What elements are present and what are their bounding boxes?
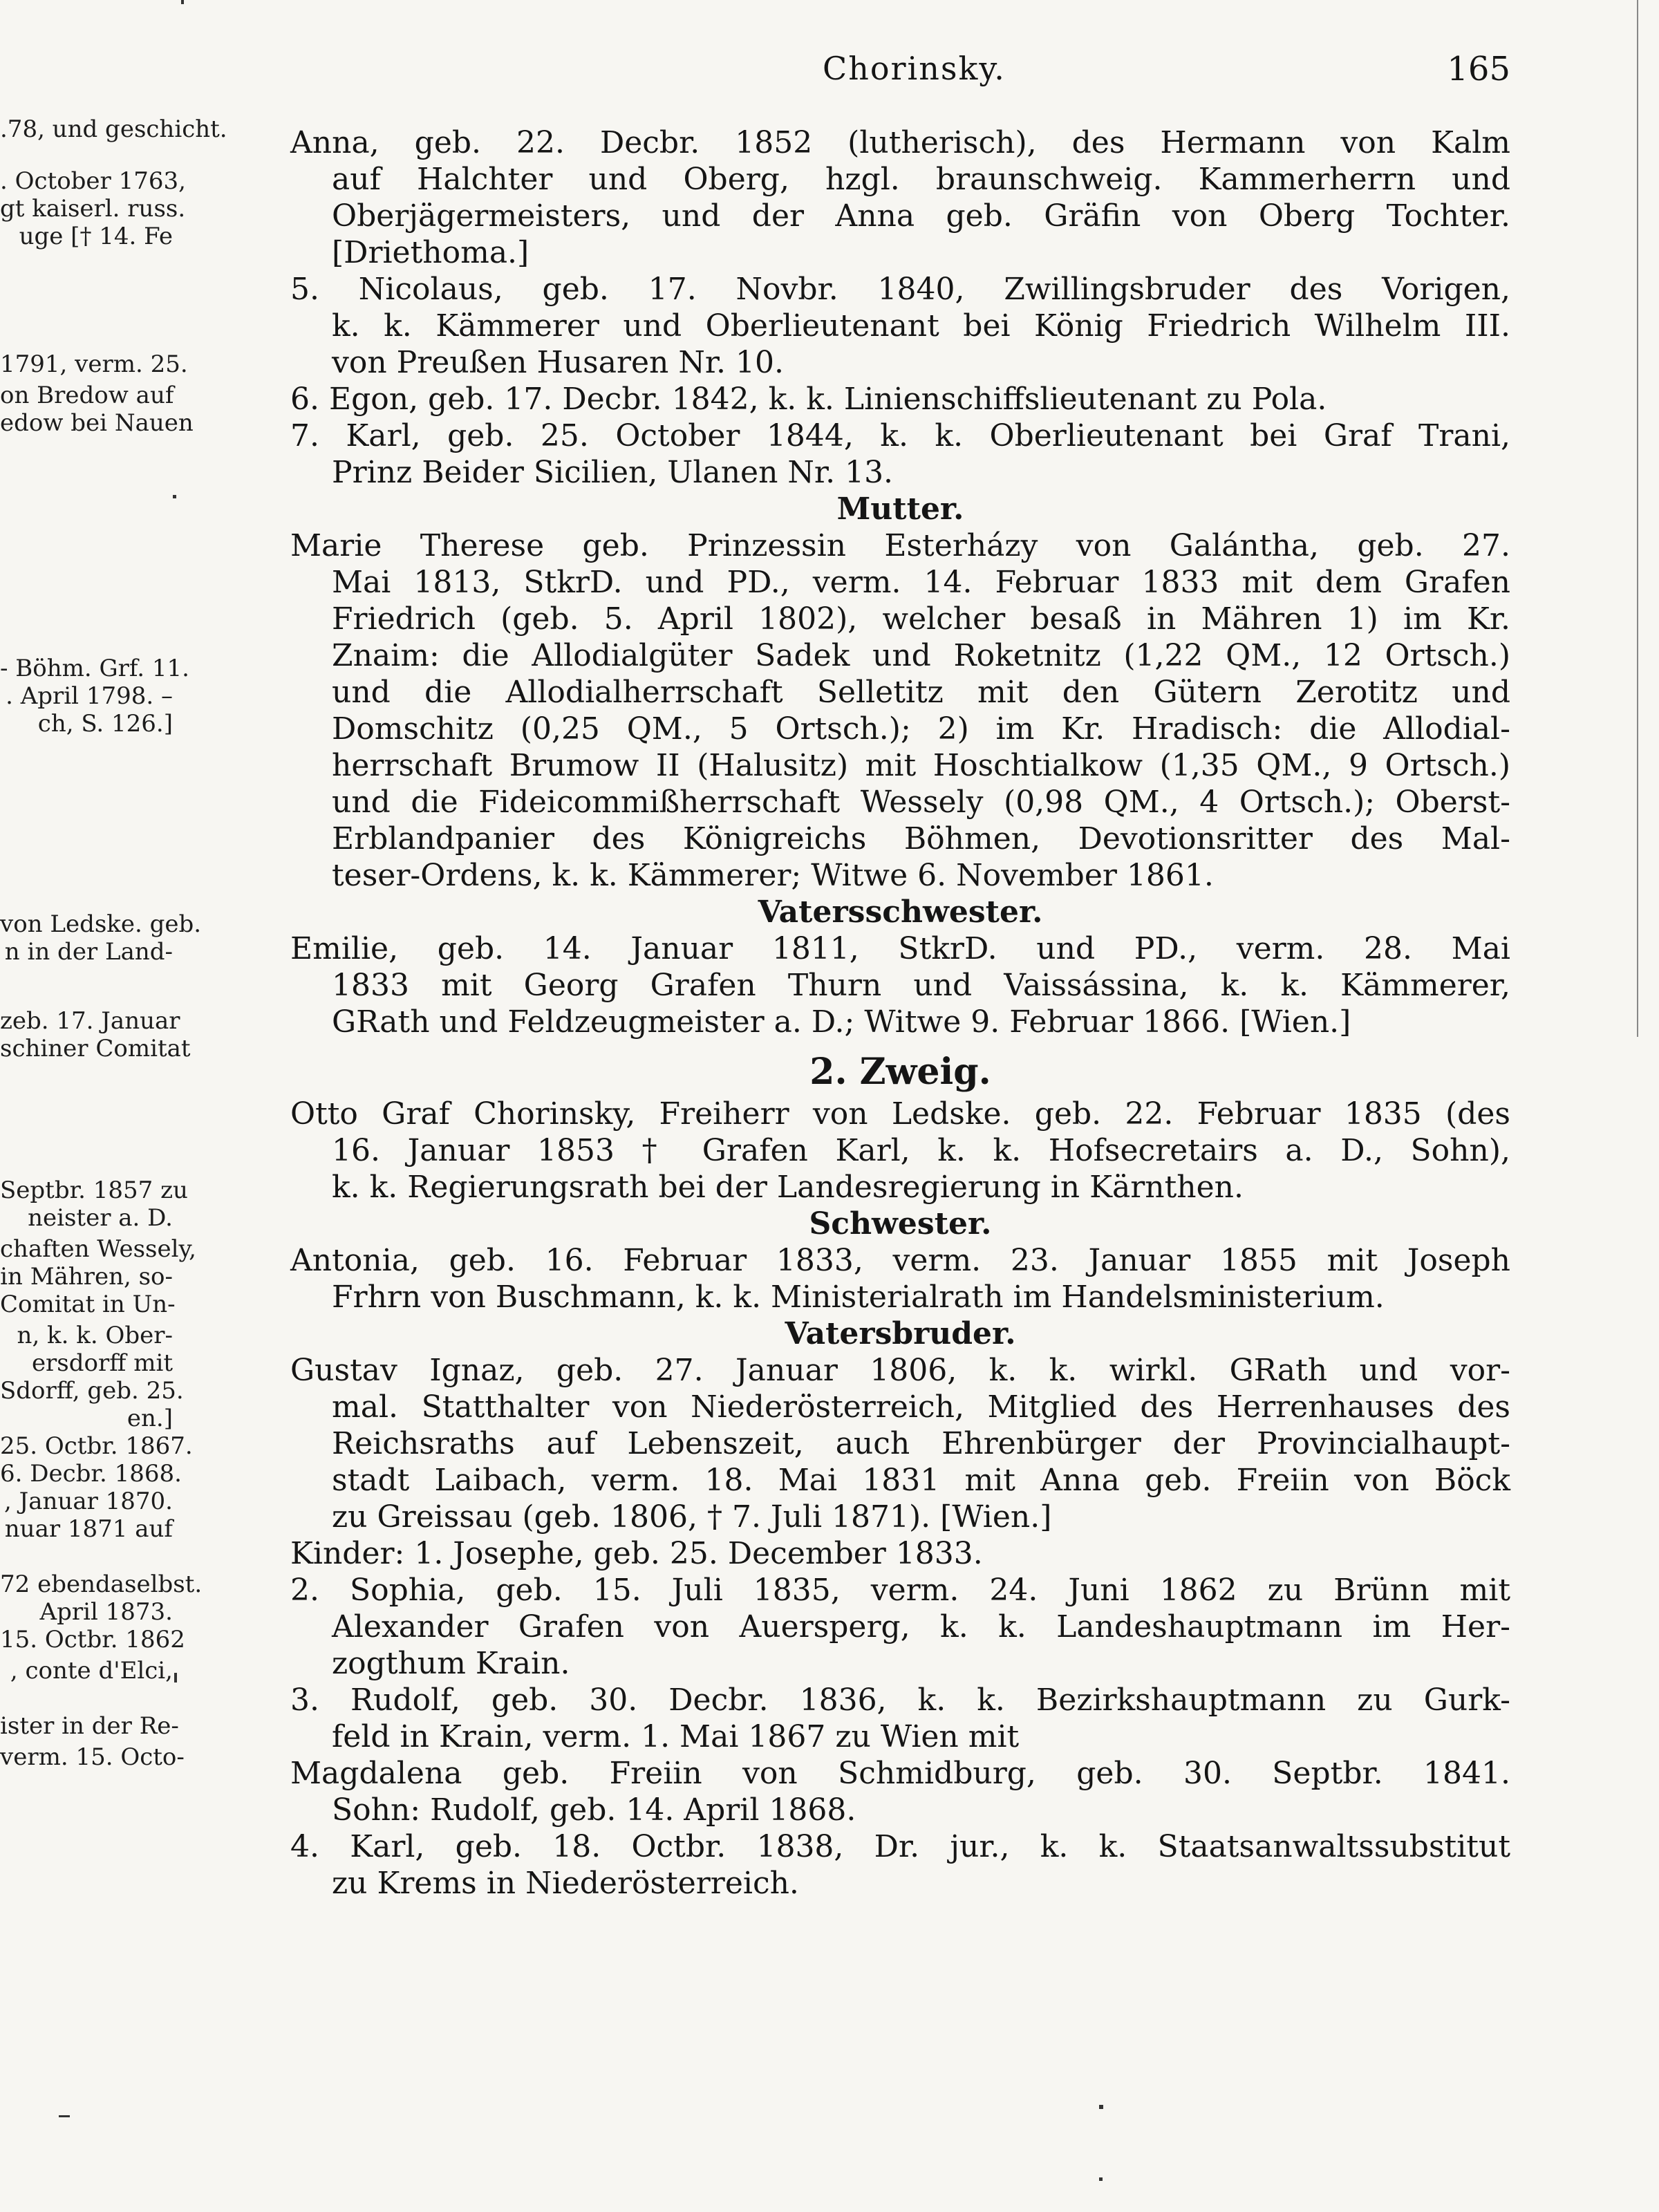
entry-line: Erblandpanier des Königreichs Böhmen, Devotionsritter des Mal- (332, 821, 1510, 856)
running-head: Chorinsky. (823, 50, 1006, 87)
left-fragment-line: ch, S. 126.] (37, 710, 173, 738)
entry-line: Alexander Grafen von Auersperg, k. k. Landeshauptmann im Her- (332, 1609, 1510, 1644)
entry-line: 1833 mit Georg Grafen Thurn und Vaissássina, k. k. Kämmerer, (332, 968, 1510, 1003)
left-fragment-line: Sdorff, geb. 25. (0, 1377, 184, 1405)
left-fragment-line: ister in der Re- (0, 1712, 179, 1740)
entry-first-line: Otto Graf Chorinsky, Freiherr von Ledske. geb. 22. Februar 1835 (des (290, 1096, 1510, 1132)
left-fragment-line: nuar 1871 auf (4, 1515, 173, 1543)
left-fragment-line: verm. 15. Octo- (0, 1743, 185, 1771)
entry-line: herrschaft Brumow II (Halusitz) mit Hoschtialkow (1,35 QM., 9 Ortsch.) (332, 748, 1510, 783)
left-fragment-line: 15. Octbr. 1862 (0, 1626, 185, 1653)
entry-line: zogthum Krain. (332, 1646, 570, 1681)
entry-first-line: 7. Karl, geb. 25. October 1844, k. k. Oberlieutenant bei Graf Trani, (290, 418, 1510, 453)
entry-line: GRath und Feldzeugmeister a. D.; Witwe 9. Februar 1866. [Wien.] (332, 1004, 1351, 1040)
left-fragment-line: , conte d'Elci, (10, 1657, 173, 1685)
section-heading: Vatersschwester. (758, 894, 1043, 930)
margin-dot (181, 0, 184, 4)
left-fragment-line: n in der Land- (4, 938, 173, 966)
left-fragment-line: 6. Decbr. 1868. (0, 1460, 182, 1488)
entry-first-line: 6. Egon, geb. 17. Decbr. 1842, k. k. Linienschiffslieutenant zu Pola. (290, 382, 1327, 417)
entry-line: stadt Laibach, verm. 18. Mai 1831 mit Anna geb. Freiin von Böck (332, 1463, 1510, 1498)
left-fragment-line: on Bredow auf (0, 382, 174, 409)
left-fragment-line: Septbr. 1857 zu (0, 1177, 188, 1204)
left-fragment-line: . October 1763, (0, 167, 186, 195)
entry-line: k. k. Kämmerer und Oberlieutenant bei König Friedrich Wilhelm III. (332, 308, 1510, 344)
left-fragment-line: 72 ebendaselbst. (0, 1571, 203, 1598)
page-header (290, 50, 1510, 98)
branch-heading: 2. Zweig. (809, 1051, 991, 1093)
entry-line: von Preußen Husaren Nr. 10. (332, 345, 785, 380)
entry-line: teser-Ordens, k. k. Kämmerer; Witwe 6. November 1861. (332, 858, 1214, 893)
left-fragment-line: neister a. D. (28, 1204, 173, 1232)
scan-edge-line (1637, 0, 1638, 1037)
left-fragment-line: - Böhm. Grf. 11. (0, 655, 189, 682)
entry-first-line: Gustav Ignaz, geb. 27. Januar 1806, k. k. wirkl. GRath und vor- (290, 1353, 1510, 1388)
entry-line: mal. Statthalter von Niederösterreich, Mitglied des Herrenhauses des (332, 1389, 1510, 1425)
left-fragment-line: ersdorff mit (31, 1349, 173, 1377)
left-fragment-line: n, k. k. Ober- (17, 1322, 173, 1349)
main-text-column (290, 124, 1510, 1902)
entry-line: zu Krems in Niederösterreich. (332, 1866, 799, 1901)
left-fragment-line: 25. Octbr. 1867. (0, 1432, 193, 1460)
left-fragment-line: in Mähren, so- (0, 1263, 173, 1291)
entry-line: Mai 1813, StkrD. und PD., verm. 14. Februar 1833 mit dem Grafen (332, 565, 1510, 600)
entry-first-line: 2. Sophia, geb. 15. Juli 1835, verm. 24. Juni 1862 zu Brünn mit (290, 1573, 1510, 1608)
scan-speck (59, 2115, 70, 2117)
left-fragment-line: zeb. 17. Januar (0, 1007, 180, 1035)
entry-line: und die Fideicommißherrschaft Wessely (0,98 QM., 4 Ortsch.); Oberst- (332, 785, 1510, 820)
left-fragment-line: .78, und geschicht. (0, 115, 227, 143)
left-fragment-line: von Ledske. geb. (0, 910, 202, 938)
entry-first-line: Kinder: 1. Josephe, geb. 25. December 1833. (290, 1536, 983, 1571)
left-fragment-line: 1791, verm. 25. (0, 350, 188, 378)
entry-line: Sohn: Rudolf, geb. 14. April 1868. (332, 1792, 856, 1828)
left-fragment-line: , Januar 1870. (4, 1488, 173, 1515)
section-heading: Mutter. (836, 491, 964, 527)
scan-speck (1099, 2177, 1103, 2181)
section-heading: Schwester. (809, 1206, 992, 1241)
entry-line: Domschitz (0,25 QM., 5 Ortsch.); 2) im Kr. Hradisch: die Allodial- (332, 711, 1510, 747)
entry-line: auf Halchter und Oberg, hzgl. braunschweig. Kammerherrn und (332, 162, 1510, 197)
margin-dot (174, 1673, 177, 1683)
entry-line: [Driethoma.] (332, 235, 529, 270)
entry-first-line: 4. Karl, geb. 18. Octbr. 1838, Dr. jur., k. k. Staatsanwaltssubstitut (290, 1829, 1510, 1864)
left-fragment-line: gt kaiserl. russ. (0, 195, 186, 223)
entry-line: Prinz Beider Sicilien, Ulanen Nr. 13. (332, 455, 894, 490)
left-fragment-line: Comitat in Un- (0, 1291, 176, 1318)
entry-first-line: 5. Nicolaus, geb. 17. Novbr. 1840, Zwillingsbruder des Vorigen, (290, 272, 1510, 307)
entry-line: zu Greissau (geb. 1806, † 7. Juli 1871). [Wien.] (332, 1499, 1052, 1535)
scan-speck (1099, 2105, 1103, 2109)
entry-first-line: Marie Therese geb. Prinzessin Esterházy von Galántha, geb. 27. (290, 528, 1510, 563)
left-fragment-line: chaften Wessely, (0, 1235, 196, 1263)
page-number: 165 (1447, 50, 1510, 88)
entry-first-line: 3. Rudolf, geb. 30. Decbr. 1836, k. k. Bezirkshauptmann zu Gurk- (290, 1683, 1510, 1718)
entry-line: Znaim: die Allodialgüter Sadek und Roketnitz (1,22 QM., 12 Ortsch.) (332, 638, 1510, 673)
entry-line: Reichsraths auf Lebenszeit, auch Ehrenbürger der Provincialhaupt- (332, 1426, 1510, 1461)
left-fragment-line: . April 1798. – (6, 682, 173, 710)
entry-line: Friedrich (geb. 5. April 1802), welcher besaß in Mähren 1) im Kr. (332, 601, 1510, 637)
section-heading: Vatersbruder. (785, 1316, 1016, 1351)
entry-line: Oberjägermeisters, und der Anna geb. Gräfin von Oberg Tochter. (332, 198, 1510, 234)
entry-line: Frhrn von Buschmann, k. k. Ministerialrath im Handelsministerium. (332, 1280, 1385, 1315)
left-fragment-line: April 1873. (39, 1598, 173, 1626)
entry-line: k. k. Regierungsrath bei der Landesregierung in Kärnthen. (332, 1170, 1244, 1205)
margin-dot (173, 495, 176, 498)
entry-line: feld in Krain, verm. 1. Mai 1867 zu Wien mit (332, 1719, 1020, 1754)
entry-line: 16. Januar 1853 † Grafen Karl, k. k. Hofsecretairs a. D., Sohn), (332, 1133, 1510, 1168)
entry-first-line: Emilie, geb. 14. Januar 1811, StkrD. und PD., verm. 28. Mai (290, 931, 1510, 966)
entry-first-line: Antonia, geb. 16. Februar 1833, verm. 23. Januar 1855 mit Joseph (290, 1243, 1510, 1278)
entry-first-line: Anna, geb. 22. Decbr. 1852 (lutherisch), des Hermann von Kalm (290, 125, 1510, 160)
left-fragment-line: en.] (126, 1405, 173, 1432)
entry-first-line: Magdalena geb. Freiin von Schmidburg, geb. 30. Septbr. 1841. (290, 1756, 1510, 1791)
entry-line: und die Allodialherrschaft Selletitz mit den Gütern Zerotitz und (332, 675, 1510, 710)
left-fragment-line: schiner Comitat (0, 1035, 191, 1062)
left-fragment-line: uge [† 14. Fe (19, 223, 173, 250)
left-fragment-line: edow bei Nauen (0, 409, 194, 437)
